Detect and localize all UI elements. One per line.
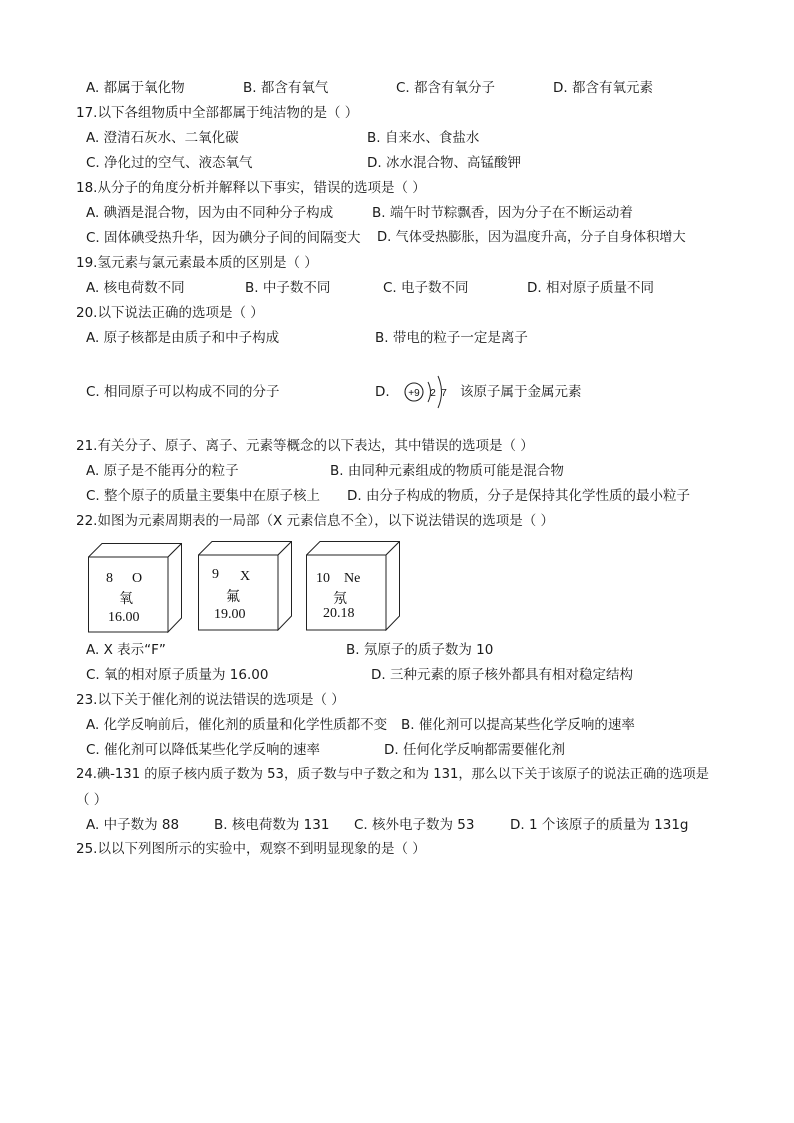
periodic-cell-oxygen bbox=[88, 543, 182, 633]
q20-option-b: B. 带电的粒子一定是离子 bbox=[375, 330, 528, 346]
cell-name: 氟 bbox=[226, 590, 240, 605]
q25-stem: 25.以以下列图所示的实验中，观察不到明显现象的是（ ） bbox=[76, 841, 426, 857]
q24-option-b: B. 核电荷数为 131 bbox=[214, 817, 330, 833]
q17-option-b: B. 自来水、食盐水 bbox=[367, 130, 480, 146]
q17-option-a: A. 澄清石灰水、二氧化碳 bbox=[86, 130, 239, 146]
q18-option-c: C. 固体碘受热升华，因为碘分子间的间隔变大 bbox=[86, 230, 361, 246]
q17-option-c: C. 净化过的空气、液态氧气 bbox=[86, 155, 253, 171]
q23-option-c: C. 催化剂可以降低某些化学反响的速率 bbox=[86, 742, 321, 758]
q24-option-a: A. 中子数为 88 bbox=[86, 817, 180, 833]
q18-option-d: D. 气体受热膨胀，因为温度升高，分子自身体积增大 bbox=[377, 230, 686, 245]
q22-stem: 22.如图为元素周期表的一局部（X 元素信息不全），以下说法错误的选项是（ ） bbox=[76, 513, 555, 529]
cell-number: 9 bbox=[212, 567, 219, 582]
q20-option-c: C. 相同原子可以构成不同的分子 bbox=[86, 384, 280, 400]
periodic-cell-x bbox=[198, 541, 292, 631]
q21-option-b: B. 由同种元素组成的物质可能是混合物 bbox=[330, 463, 564, 479]
q20-option-d-label: D. bbox=[375, 384, 390, 400]
q19-option-d: D. 相对原子质量不同 bbox=[527, 280, 654, 296]
q16-option-a: A. 都属于氧化物 bbox=[86, 80, 185, 96]
q23-option-a: A. 化学反响前后，催化剂的质量和化学性质都不变 bbox=[86, 717, 388, 733]
q23-option-b: B. 催化剂可以提高某些化学反响的速率 bbox=[401, 717, 635, 733]
q19-option-c: C. 电子数不同 bbox=[383, 280, 469, 296]
cell-number: 10 bbox=[316, 571, 330, 586]
q24-option-d: D. 1 个该原子的质量为 131g bbox=[510, 817, 689, 833]
q23-option-d: D. 任何化学反响都需要催化剂 bbox=[384, 742, 565, 758]
q22-option-a: A. X 表示“F” bbox=[86, 642, 166, 658]
q18-option-b: B. 端午时节粽飘香，因为分子在不断运动着 bbox=[372, 205, 633, 221]
atom-structure-diagram bbox=[400, 370, 456, 414]
cell-symbol: X bbox=[240, 569, 251, 584]
cell-mass: 19.00 bbox=[214, 607, 246, 622]
shell1-electrons: 2 bbox=[430, 388, 436, 399]
q22-option-d: D. 三种元素的原子核外都具有相对稳定结构 bbox=[371, 667, 633, 683]
cell-name: 氧 bbox=[119, 592, 133, 607]
q16-option-b: B. 都含有氧气 bbox=[243, 80, 329, 96]
q20-option-d-text: 该原子属于金属元素 bbox=[460, 384, 582, 400]
q24-stem-cont: （ ） bbox=[76, 792, 108, 808]
q16-option-c: C. 都含有氧分子 bbox=[396, 80, 496, 96]
q21-stem: 21.有关分子、原子、离子、元素等概念的以下表达，其中错误的选项是（ ） bbox=[76, 438, 534, 454]
q21-option-d: D. 由分子构成的物质，分子是保持其化学性质的最小粒子 bbox=[347, 488, 690, 504]
q19-stem: 19.氢元素与氯元素最本质的区别是（ ） bbox=[76, 255, 318, 271]
nucleus-charge: +9 bbox=[408, 388, 420, 399]
q23-stem: 23.以下关于催化剂的说法错误的选项是（ ） bbox=[76, 692, 345, 708]
q24-option-c: C. 核外电子数为 53 bbox=[354, 817, 475, 833]
shell2-electrons: 7 bbox=[441, 388, 447, 399]
cell-number: 8 bbox=[106, 571, 113, 586]
q21-option-c: C. 整个原子的质量主要集中在原子核上 bbox=[86, 488, 321, 504]
q19-option-b: B. 中子数不同 bbox=[245, 280, 331, 296]
q22-option-c: C. 氧的相对原子质量为 16.00 bbox=[86, 667, 269, 683]
q24-stem: 24.碘-131 的原子核内质子数为 53，质子数与中子数之和为 131，那么以下关于该原子的说法正确的选项是 bbox=[76, 767, 709, 782]
q17-stem: 17.以下各组物质中全部都属于纯洁物的是（ ） bbox=[76, 105, 359, 121]
q21-option-a: A. 原子是不能再分的粒子 bbox=[86, 463, 239, 479]
q20-stem: 20.以下说法正确的选项是（ ） bbox=[76, 305, 264, 321]
q20-option-a: A. 原子核都是由质子和中子构成 bbox=[86, 330, 280, 346]
q17-option-d: D. 冰水混合物、高锰酸钾 bbox=[367, 155, 521, 171]
cell-name: 氖 bbox=[333, 592, 347, 607]
cell-mass: 16.00 bbox=[108, 610, 140, 625]
q16-option-d: D. 都含有氧元素 bbox=[553, 80, 653, 96]
cell-symbol: O bbox=[132, 571, 143, 586]
q22-option-b: B. 氖原子的质子数为 10 bbox=[346, 642, 494, 658]
q18-stem: 18.从分子的角度分析并解释以下事实，错误的选项是（ ） bbox=[76, 180, 426, 196]
periodic-cell-neon bbox=[306, 541, 400, 631]
q18-option-a: A. 碘酒是混合物，因为由不同种分子构成 bbox=[86, 205, 334, 221]
cell-symbol: Ne bbox=[344, 571, 361, 586]
q19-option-a: A. 核电荷数不同 bbox=[86, 280, 185, 296]
cell-mass: 20.18 bbox=[323, 606, 355, 621]
